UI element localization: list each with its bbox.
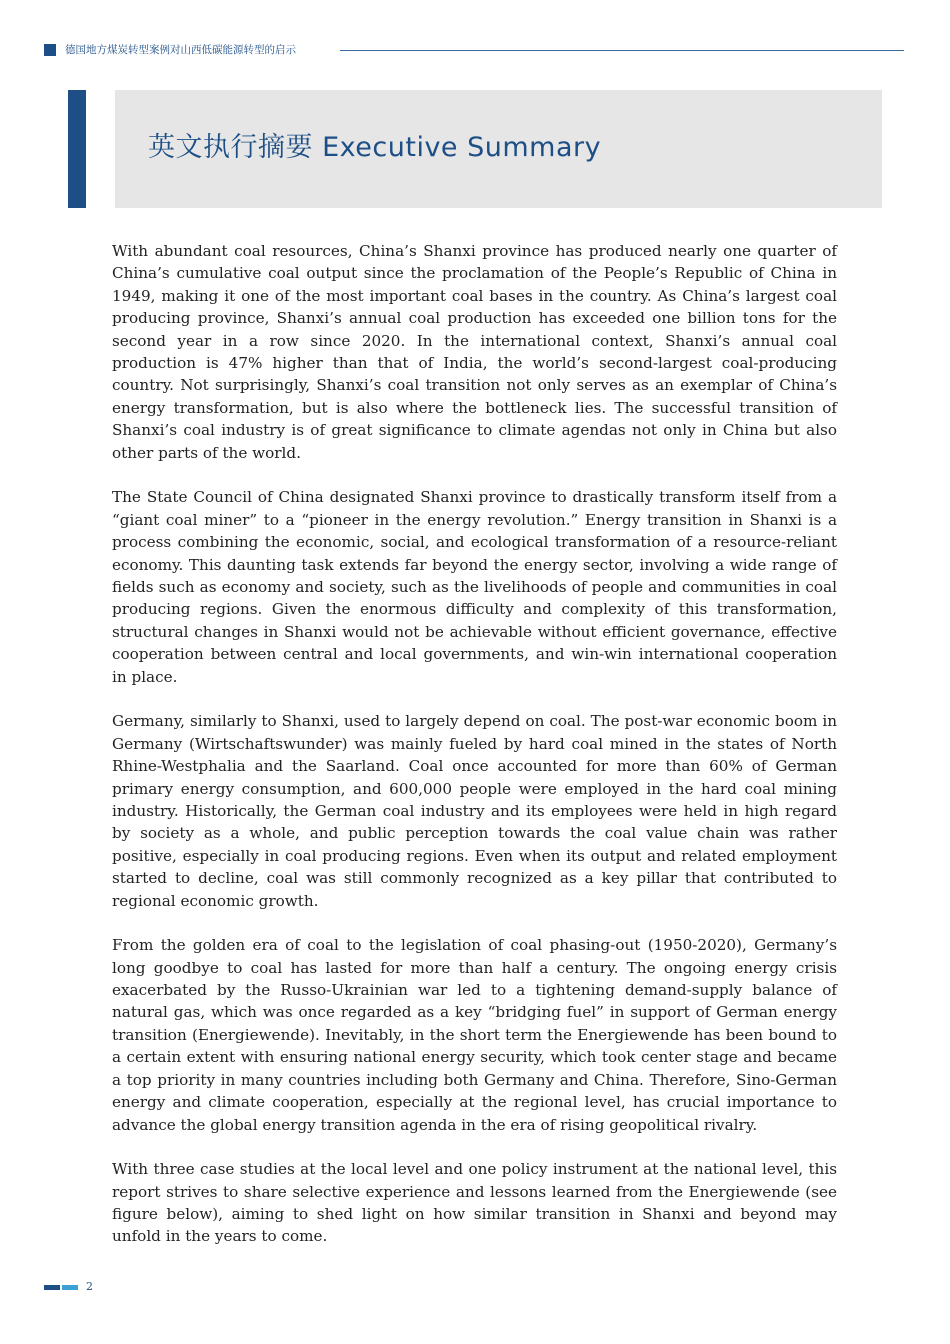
running-header-title: 德国地方煤炭转型案例对山西低碳能源转型的启示 — [65, 44, 296, 56]
title-accent-bar — [68, 90, 86, 208]
executive-summary-body — [112, 240, 837, 1270]
section-title: 英文执行摘要 Executive Summary — [148, 132, 602, 163]
paragraph-4: From the golden era of coal to the legislation of coal phasing-out (1950-2020), Germany’s long goodbye to coal has lasted for more than half a century. The ongoing energy crisis exacerbated by the Russo-Ukrainian war led to a tightening demand-supply balance of natural gas, which was once regarded as a key “bridging fuel” in support of German energy transition (Energiewende). Inevitably, in the short term the Energiewende has been bound to a certain extent with ensuring national energy security, which took center stage and became a top priority in many countries including both Germany and China. Therefore, Sino-German energy and climate cooperation, especially at the regional level, has crucial importance to advance the global energy transition agenda in the era of rising geopolitical rivalry. — [112, 936, 837, 1134]
paragraph-1: With abundant coal resources, China’s Shanxi province has produced nearly one quarter of China’s cumulative coal output since the proclamation of the People’s Republic of China in 1949, making it one of the most important coal bases in the country. As China’s largest coal producing province, Shanxi’s annual coal production has exceeded one billion tons for the second year in a row since 2020. In the international context, Shanxi’s annual coal production is 47% higher than that of India, the world’s second-largest coal-producing country. Not surprisingly, Shanxi’s coal transition not only serves as an exemplar of China’s energy transformation, but is also where the bottleneck lies. The successful transition of Shanxi’s coal industry is of great significance to climate agendas not only in China but also other parts of the world. — [112, 242, 837, 462]
page-number: 2 — [86, 1280, 93, 1293]
footer-marker-dark — [44, 1285, 60, 1290]
paragraph-5: With three case studies at the local level and one policy instrument at the national level, this report strives to share selective experience and lessons learned from the Energiewende (see figure below), aiming to shed light on how similar transition in Shanxi and beyond may unfold in the years to come. — [112, 1160, 837, 1246]
paragraph-3: Germany, similarly to Shanxi, used to largely depend on coal. The post-war economic boom in Germany (Wirtschaftswunder) was mainly fueled by hard coal mined in the states of North Rhine-Westphalia and the Saarland. Coal once accounted for more than 60% of German primary energy consumption, and 600,000 people were employed in the hard coal mining industry. Historically, the German coal industry and its employees were held in high regard by society as a whole, and public perception towards the coal value chain was rather positive, especially in coal producing regions. Even when its output and related employment started to decline, coal was still commonly recognized as a key pillar that contributed to regional economic growth. — [112, 712, 837, 910]
footer-marker-light — [62, 1285, 78, 1290]
paragraph-2: The State Council of China designated Shanxi province to drastically transform itself from a “giant coal miner” to a “pioneer in the energy revolution.” Energy transition in Shanxi is a process combining the economic, social, and ecological transformation of a resource-reliant economy. This daunting task extends far beyond the energy sector, involving a wide range of fields such as economy and society, such as the livelihoods of people and communities in coal producing regions. Given the enormous difficulty and complexity of this transformation, structural changes in Shanxi would not be achievable without efficient governance, effective cooperation between central and local governments, and win-win international cooperation in place. — [112, 488, 837, 686]
header-rule — [340, 50, 904, 51]
header-marker — [44, 44, 56, 56]
